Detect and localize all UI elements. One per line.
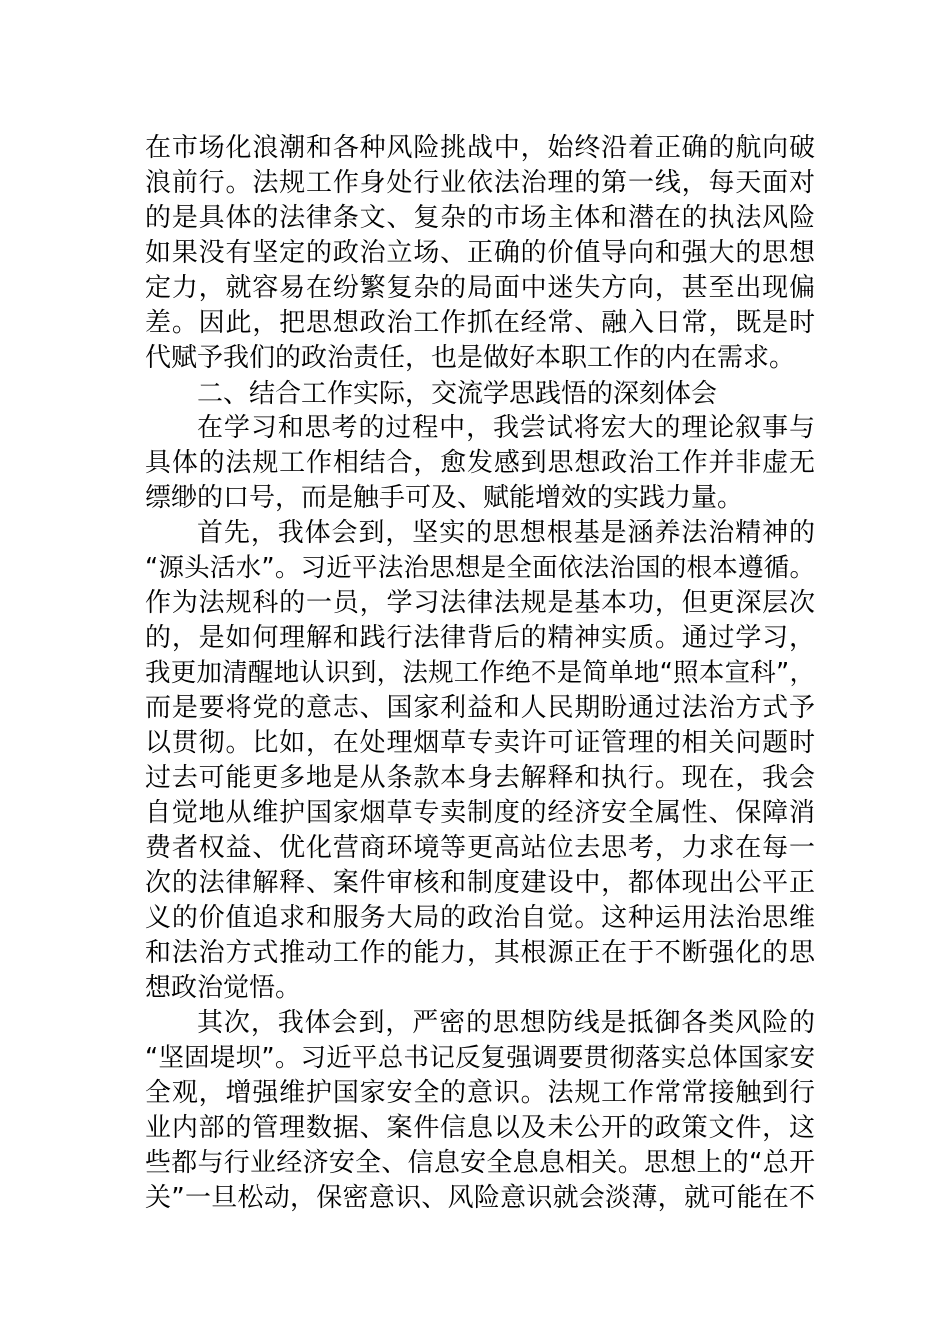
text-line: 全观，增强维护国家安全的意识。法规工作常常接触到行	[145, 1078, 815, 1108]
text-line: 浪前行。法规工作身处行业依法治理的第一线，每天面对	[145, 168, 815, 198]
section-heading: 二、结合工作实际，交流学思践悟的深刻体会	[197, 379, 718, 409]
text-line: 而是要将党的意志、国家利益和人民期盼通过法治方式予	[145, 693, 815, 723]
text-line: 的，是如何理解和践行法律背后的精神实质。通过学习，	[145, 623, 815, 653]
text-line: 在学习和思考的过程中，我尝试将宏大的理论叙事与	[197, 413, 815, 443]
text-line: 如果没有坚定的政治立场、正确的价值导向和强大的思想	[145, 238, 815, 268]
text-line: 其次，我体会到，严密的思想防线是抵御各类风险的	[197, 1008, 815, 1038]
text-line: 以贯彻。比如，在处理烟草专卖许可证管理的相关问题时	[145, 728, 815, 758]
text-line: 和法治方式推动工作的能力，其根源正在于不断强化的思	[145, 938, 815, 968]
text-line: 差。因此，把思想政治工作抓在经常、融入日常，既是时	[145, 308, 815, 338]
text-line: 代赋予我们的政治责任，也是做好本职工作的内在需求。	[145, 343, 796, 373]
text-line: “坚固堤坝”。习近平总书记反复强调要贯彻落实总体国家安	[145, 1043, 815, 1073]
text-line: 想政治觉悟。	[145, 973, 302, 1003]
text-line: 的是具体的法律条文、复杂的市场主体和潜在的执法风险	[145, 203, 815, 233]
text-line: 些都与行业经济安全、信息安全息息相关。思想上的“总开	[145, 1148, 815, 1178]
text-line: 作为法规科的一员，学习法律法规是基本功，但更深层次	[145, 588, 815, 618]
text-line: 在市场化浪潮和各种风险挑战中，始终沿着正确的航向破	[145, 133, 815, 163]
text-line: 次的法律解释、案件审核和制度建设中，都体现出公平正	[145, 868, 815, 898]
text-line: 关”一旦松动，保密意识、风险意识就会淡薄，就可能在不	[145, 1183, 815, 1213]
text-line: 我更加清醒地认识到，法规工作绝不是简单地“照本宣科”，	[145, 658, 815, 688]
text-line: 费者权益、优化营商环境等更高站位去思考，力求在每一	[145, 833, 815, 863]
text-line: 自觉地从维护国家烟草专卖制度的经济安全属性、保障消	[145, 798, 815, 828]
text-line: 过去可能更多地是从条款本身去解释和执行。现在，我会	[145, 763, 815, 793]
text-line: 缥缈的口号，而是触手可及、赋能增效的实践力量。	[145, 483, 744, 513]
text-line: 定力，就容易在纷繁复杂的局面中迷失方向，甚至出现偏	[145, 273, 815, 303]
text-line: 业内部的管理数据、案件信息以及未公开的政策文件，这	[145, 1113, 815, 1143]
text-line: 义的价值追求和服务大局的政治自觉。这种运用法治思维	[145, 903, 815, 933]
text-line: “源头活水”。习近平法治思想是全面依法治国的根本遵循。	[145, 553, 815, 583]
text-line: 具体的法规工作相结合，愈发感到思想政治工作并非虚无	[145, 448, 815, 478]
text-line: 首先，我体会到，坚实的思想根基是涵养法治精神的	[197, 518, 815, 548]
